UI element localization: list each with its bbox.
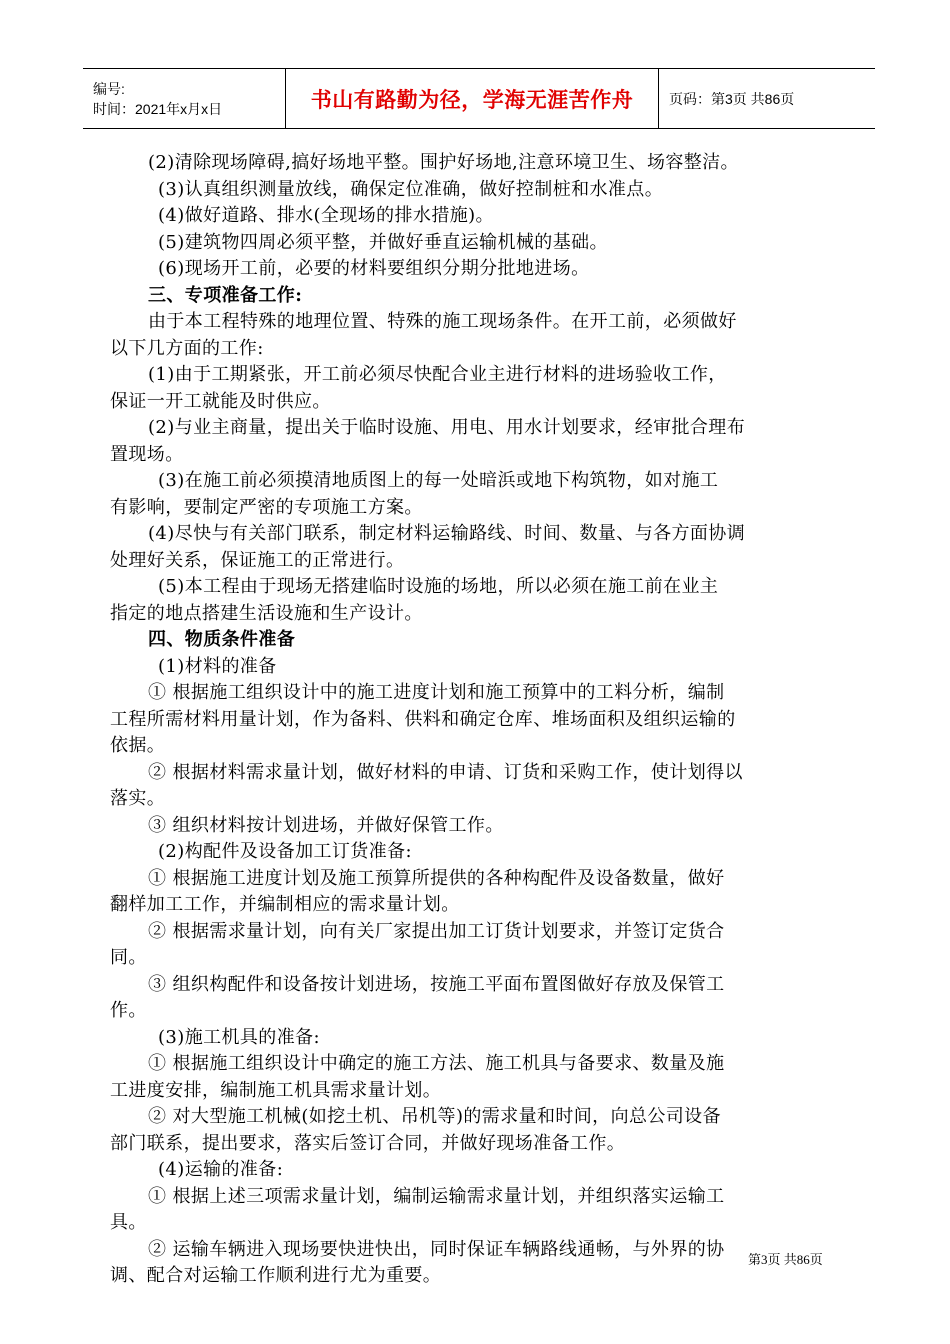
- body-line: 具。: [110, 1212, 147, 1233]
- body-line: ① 根据施工进度计划及施工预算所提供的各种构配件及设备数量，做好: [148, 867, 725, 889]
- body-line: ① 根据施工组织设计中的施工进度计划和施工预算中的工料分析，编制: [148, 682, 725, 703]
- page-header: [83, 68, 875, 129]
- document-time-label: 时间：2021年x月x日: [93, 100, 223, 117]
- body-line: (4)尽快与有关部门联系，制定材料运输路线、时间、数量、与各方面协调: [148, 523, 746, 544]
- body-line: 由于本工程特殊的地理位置、特殊的施工现场条件。在开工前，必须做好: [148, 311, 737, 332]
- document-body: [110, 150, 855, 1290]
- body-line: ③ 组织构配件和设备按计划进场，按施工平面布置图做好存放及保管工: [148, 973, 725, 995]
- body-line: (1)由于工期紧张，开工前必须尽快配合业主进行材料的进场验收工作，: [148, 364, 727, 385]
- body-line: ② 运输车辆进入现场要快进快出，同时保证车辆路线通畅，与外界的协: [148, 1238, 725, 1260]
- body-line: 部门联系，提出要求，落实后签订合同，并做好现场准备工作。: [110, 1132, 626, 1154]
- body-line: 有影响，要制定严密的专项施工方案。: [110, 496, 423, 518]
- body-line: ② 根据需求量计划，向有关厂家提出加工订货计划要求，并签订定货合: [148, 920, 725, 942]
- body-line: 翻样加工工作，并编制相应的需求量计划。: [110, 894, 460, 915]
- body-line: (3)认真组织测量放线，确保定位准确，做好控制桩和水准点。: [158, 178, 664, 200]
- header-page-cell: [659, 69, 875, 128]
- body-line: 置现场。: [110, 443, 184, 465]
- body-line: (6)现场开工前，必要的材料要组织分期分批地进场。: [158, 258, 590, 279]
- section-heading: 四、物质条件准备: [148, 629, 296, 650]
- body-line: 落实。: [110, 788, 166, 809]
- page-footer: 第3页 共86页: [748, 1252, 823, 1267]
- body-line: ② 根据材料需求量计划，做好材料的申请、订货和采购工作，使计划得以: [148, 761, 743, 783]
- body-line: (2)构配件及设备加工订货准备:: [158, 841, 412, 862]
- body-line: (1)材料的准备: [158, 655, 277, 677]
- section-heading: 三、专项准备工作:: [148, 284, 303, 306]
- body-line: (4)运输的准备:: [158, 1159, 284, 1180]
- body-line: 依据。: [110, 735, 166, 756]
- body-line: ① 根据施工组织设计中确定的施工方法、施工机具与备要求、数量及施: [148, 1053, 725, 1074]
- body-line: (5)建筑物四周必须平整，并做好垂直运输机械的基础。: [158, 231, 608, 253]
- body-line: (3)在施工前必须摸清地质图上的每一处暗浜或地下构筑物，如对施工: [158, 470, 719, 491]
- header-page-number: 页码：第3页 共86页: [669, 90, 795, 107]
- header-meta: [83, 69, 286, 128]
- body-line: 指定的地点搭建生活设施和生产设计。: [110, 602, 423, 624]
- body-line: 工进度安排，编制施工机具需求量计划。: [110, 1079, 442, 1101]
- motto-text: 书山有路勤为径，学海无涯苦作舟: [310, 87, 634, 112]
- body-line: 以下几方面的工作:: [110, 337, 264, 359]
- body-line: 调、配合对运输工作顺利进行尤为重要。: [110, 1265, 442, 1286]
- body-line: ③ 组织材料按计划进场，并做好保管工作。: [148, 814, 504, 836]
- body-line: 工程所需材料用量计划，作为备料、供料和确定仓库、堆场面积及组织运输的: [110, 708, 736, 730]
- body-line: 保证一开工就能及时供应。: [110, 390, 331, 412]
- body-line: (5)本工程由于现场无搭建临时设施的场地，所以必须在施工前在业主: [158, 576, 719, 597]
- body-line: ① 根据上述三项需求量计划，编制运输需求量计划，并组织落实运输工: [148, 1185, 725, 1207]
- body-line: (2)与业主商量，提出关于临时设施、用电、用水计划要求，经审批合理布: [148, 417, 746, 438]
- body-line: (4)做好道路、排水(全现场的排水措施)。: [158, 205, 494, 226]
- body-line: (3)施工机具的准备:: [158, 1026, 320, 1048]
- body-line: 作。: [110, 1000, 147, 1021]
- header-motto-cell: [286, 69, 659, 128]
- body-line: 处理好关系，保证施工的正常进行。: [110, 549, 405, 571]
- body-line: 同。: [110, 947, 147, 968]
- body-line: (2)清除现场障碍,搞好场地平整。围护好场地,注意环境卫生、场容整洁。: [148, 152, 739, 173]
- body-line: ② 对大型施工机械(如挖土机、吊机等)的需求量和时间，向总公司设备: [148, 1106, 721, 1127]
- document-number-label: 编号:: [93, 80, 125, 97]
